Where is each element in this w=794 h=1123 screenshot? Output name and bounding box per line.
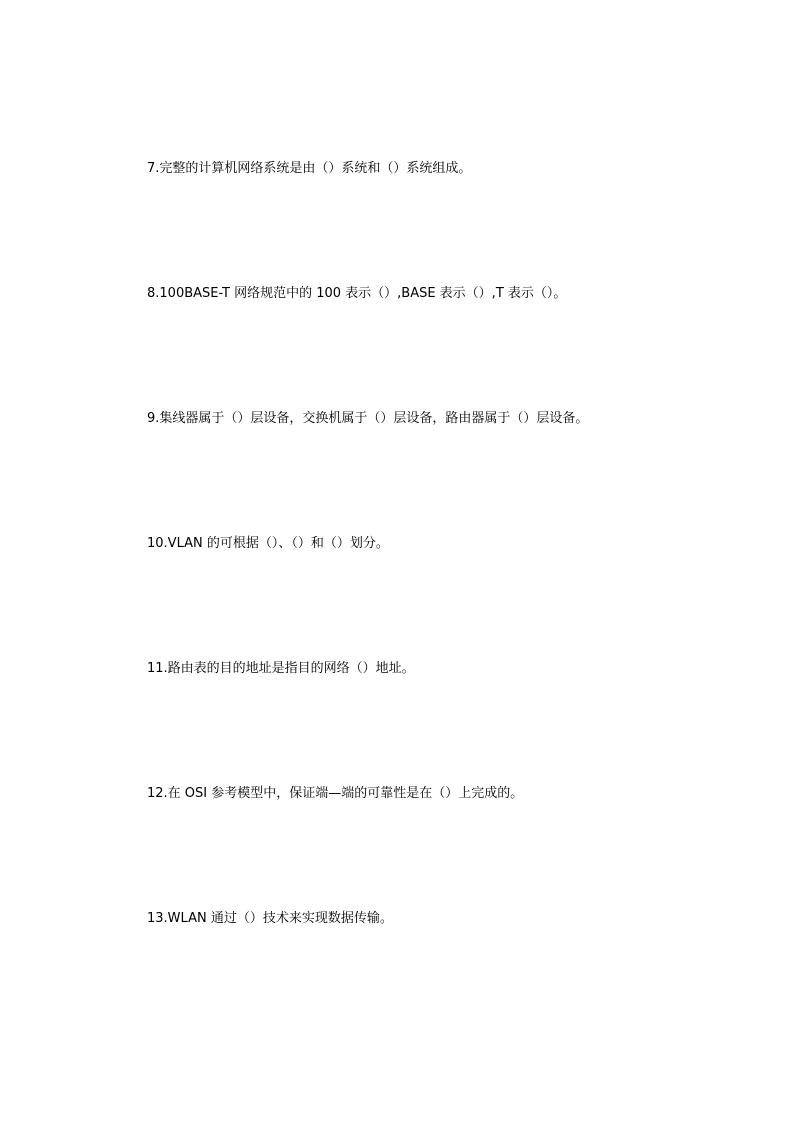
question-9: 9.集线器属于（）层设备，交换机属于（）层设备，路由器属于（）层设备。 bbox=[147, 411, 589, 426]
question-8: 8.100BASE-T 网络规范中的 100 表示（）,BASE 表示（）,T 表示（）。 bbox=[147, 286, 567, 301]
question-13: 13.WLAN 通过（）技术来实现数据传输。 bbox=[147, 911, 393, 926]
question-10: 10.VLAN 的可根据（）、（）和（）划分。 bbox=[147, 536, 389, 551]
question-11: 11.路由表的目的地址是指目的网络（）地址。 bbox=[147, 661, 415, 676]
question-12: 12.在 OSI 参考模型中，保证端—端的可靠性是在（）上完成的。 bbox=[147, 786, 524, 801]
question-7: 7.完整的计算机网络系统是由（）系统和（）系统组成。 bbox=[147, 161, 472, 176]
